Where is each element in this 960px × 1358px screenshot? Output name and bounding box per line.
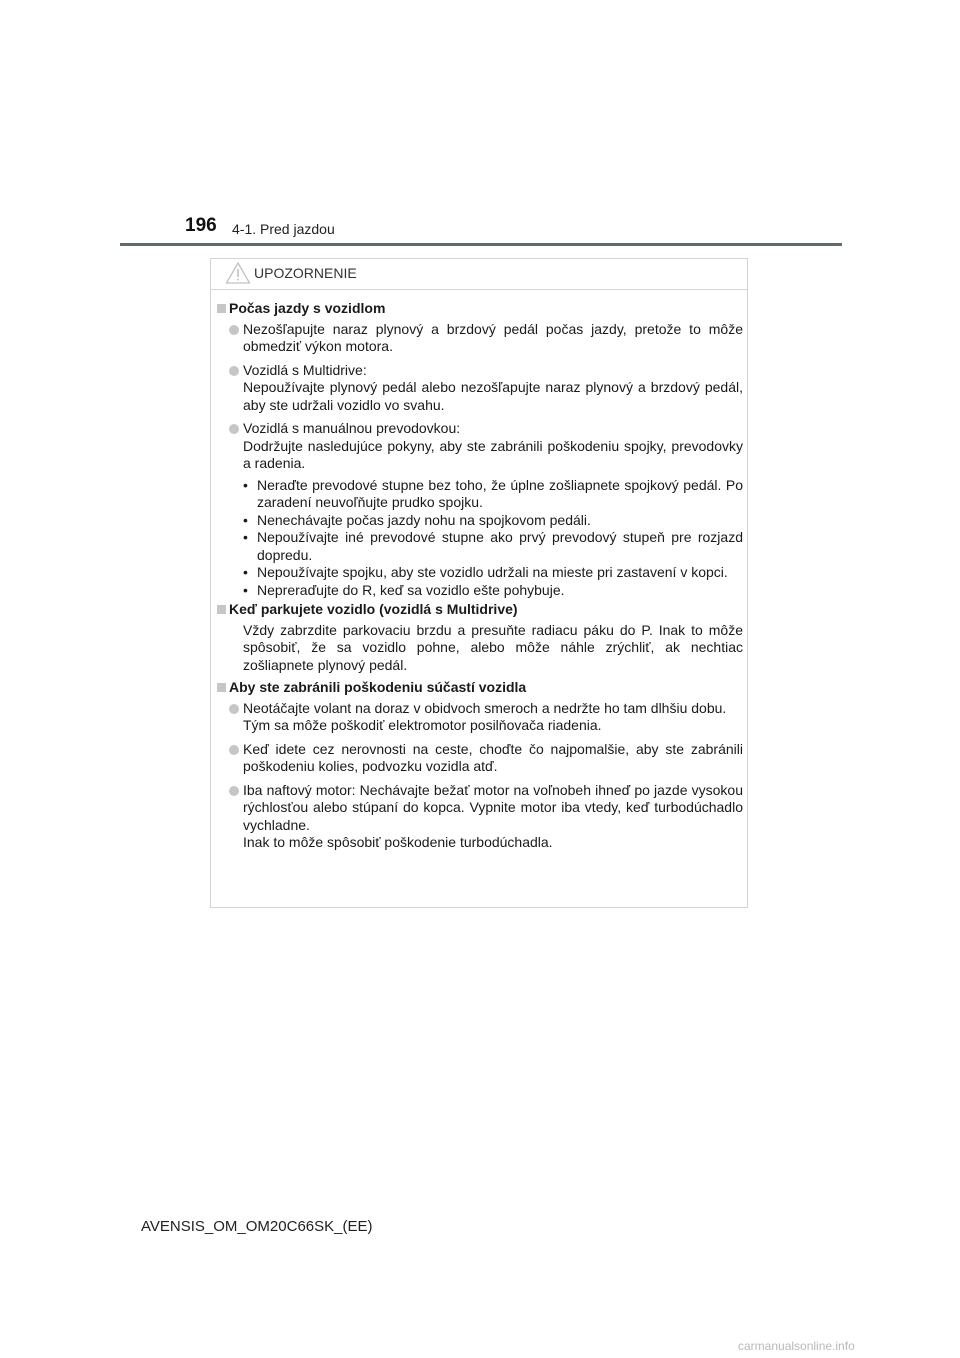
sub-item-text: Nepoužívajte iné prevodové stupne ako prvý prevodový stupeň pre rozjazd dopredu.	[257, 529, 743, 563]
circle-bullet-icon	[229, 366, 239, 376]
section-title: 4-1. Pred jazdou	[232, 221, 335, 237]
document-code: AVENSIS_OM_OM20C66SK_(EE)	[141, 1218, 373, 1235]
sub-item	[243, 582, 743, 600]
bullet-text: Inak to môže spôsobiť poškodenie turbodúchadla.	[243, 834, 553, 850]
bullet-item	[217, 321, 743, 356]
warning-triangle-icon	[225, 261, 251, 285]
watermark-link[interactable]: carmanualsonline.info	[738, 1339, 855, 1353]
bullet-item	[217, 700, 743, 735]
sub-item-text: Nenechávajte počas jazdy nohu na spojkovom pedáli.	[257, 511, 591, 528]
section-heading	[217, 300, 743, 318]
sub-bullet-mark: •	[243, 511, 248, 528]
circle-bullet-icon	[229, 786, 239, 796]
bullet-text: Neotáčajte volant na doraz v obidvoch smeroch a nedržte ho tam dlhšiu dobu.	[243, 699, 727, 716]
bullet-text: Keď idete cez nerovnosti na ceste, choďte čo najpomalšie, aby ste zabránili poškodeniu kolies, podvozku vozidla atď.	[243, 740, 743, 774]
circle-bullet-icon	[229, 745, 239, 755]
square-bullet-icon	[217, 683, 226, 692]
bullet-item	[217, 362, 743, 415]
bullet-text: Iba naftový motor: Nechávajte bežať motor na voľnobeh ihneď po jazde vysokou rýchlosťou alebo stúpaní do kopca. Vypnite motor iba vtedy, keď turbodúchadlo vychladne.	[243, 781, 743, 833]
section-heading	[217, 679, 743, 697]
page-number: 196	[185, 215, 217, 236]
header-rule	[120, 243, 842, 246]
circle-bullet-icon	[229, 325, 239, 335]
sub-item	[243, 477, 743, 512]
warning-box	[210, 258, 748, 908]
bullet-text: Tým sa môže poškodiť elektromotor posilňovača riadenia.	[243, 717, 602, 733]
section-heading-text: Aby ste zabránili poškodeniu súčastí vozidla	[229, 679, 527, 695]
sub-bullet-mark: •	[243, 529, 248, 545]
bullet-text: Nepoužívajte plynový pedál alebo nezošľapujte naraz plynový a brzdový pedál, aby ste udržali vozidlo vo svahu.	[243, 379, 743, 413]
square-bullet-icon	[217, 304, 226, 313]
section-heading-text: Počas jazdy s vozidlom	[229, 300, 386, 316]
sub-item-text: Nepoužívajte spojku, aby ste vozidlo udržali na mieste pri zastavení v kopci.	[257, 564, 728, 580]
sub-bullet-mark: •	[243, 564, 248, 580]
sub-list	[217, 477, 743, 600]
bullet-text: Nezošľapujte naraz plynový a brzdový pedál počas jazdy, pretože to môže obmedziť výkon motora.	[243, 320, 743, 354]
bullet-text: Vozidlá s manuálnou prevodovkou:	[243, 420, 461, 436]
sub-item	[243, 529, 743, 564]
bullet-item	[217, 420, 743, 473]
sub-bullet-mark: •	[243, 581, 248, 598]
circle-bullet-icon	[229, 424, 239, 434]
sub-item	[243, 512, 743, 530]
bullet-item	[217, 741, 743, 776]
sub-item-text: Nepreraďujte do R, keď sa vozidlo ešte pohybuje.	[257, 581, 565, 598]
circle-bullet-icon	[229, 704, 239, 714]
bullet-text: Dodržujte nasledujúce pokyny, aby ste zabránili poškodeniu spojky, prevodovky a radenia.	[243, 437, 743, 471]
bullet-item	[217, 782, 743, 852]
sub-item-text: Neraďte prevodové stupne bez toho, že úplne zošliapnete spojkový pedál. Po zaradení neuvoľňujte prudko spojku.	[257, 476, 743, 510]
warning-content	[217, 300, 743, 858]
square-bullet-icon	[217, 605, 226, 614]
sub-item	[243, 564, 743, 582]
bullet-text: Vozidlá s Multidrive:	[243, 361, 367, 378]
warning-label: UPOZORNENIE	[254, 265, 357, 281]
sub-bullet-mark: •	[243, 476, 248, 493]
warning-header	[211, 259, 747, 290]
section-paragraph: Vždy zabrzdite parkovaciu brzdu a presuňte radiacu páku do P. Inak to môže spôsobiť, že sa vozidlo pohne, alebo môže náhle zrýchliť, ak nechtiac zošliapnete plynový pedál.	[243, 621, 743, 673]
section-heading	[217, 601, 743, 619]
section-heading-text: Keď parkujete vozidlo (vozidlá s Multidrive)	[229, 601, 518, 617]
